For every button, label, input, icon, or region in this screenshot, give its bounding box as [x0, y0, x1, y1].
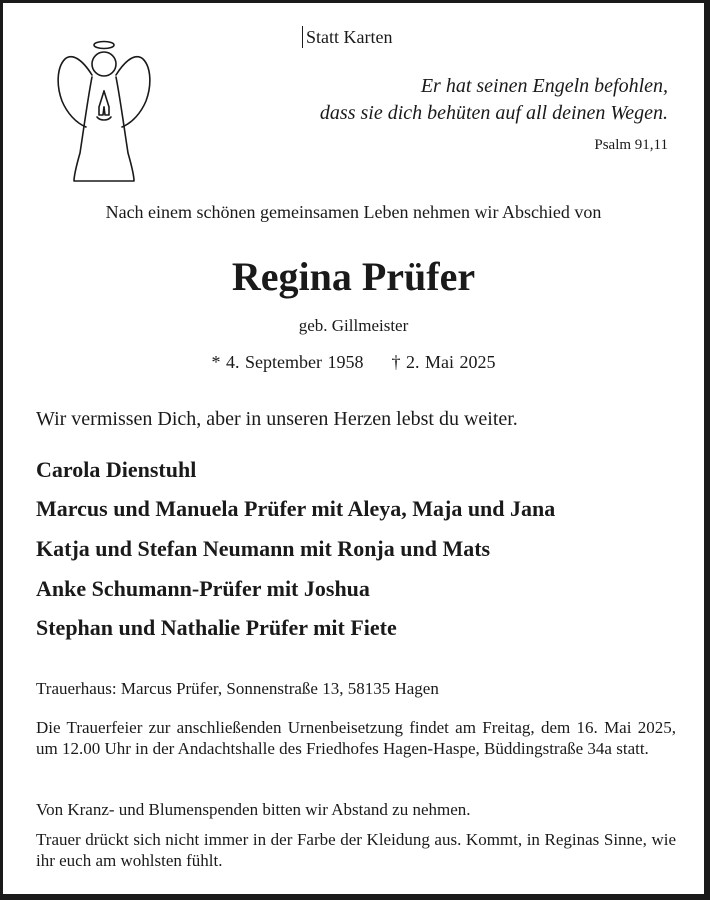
mourning-house-address: Trauerhaus: Marcus Prüfer, Sonnenstraße 13, 58135 Hagen — [36, 679, 439, 698]
angel-icon — [52, 37, 156, 187]
maiden-name: geb. Gillmeister — [298, 316, 409, 335]
family-member: Marcus und Manuela Prüfer mit Aleya, Maja und Jana — [36, 496, 556, 521]
flowers-request: Von Kranz- und Blumenspenden bitten wir Abstand zu nehmen. — [36, 800, 471, 819]
family-member: Katja und Stefan Neumann mit Ronja und Mats — [36, 536, 491, 561]
bible-verse-line-1: Er hat seinen Engeln befohlen, — [420, 75, 668, 97]
verse-source: Psalm 91,11 — [594, 137, 668, 153]
family-member: Carola Dienstuhl — [36, 457, 197, 482]
deceased-name: Regina Prüfer — [231, 254, 476, 299]
family-member: Anke Schumann-Prüfer mit Joshua — [36, 576, 370, 601]
birth-date: * 4. September 1958 — [211, 352, 364, 372]
family-member: Stephan und Nathalie Prüfer mit Fiete — [36, 615, 397, 640]
farewell-intro: Nach einem schönen gemeinsamen Leben nehmen wir Abschied von — [105, 202, 602, 222]
funeral-service-info: Die Trauerfeier zur anschließenden Urnenbeisetzung findet am Freitag, dem 16. Mai 2025, um 12.00 Uhr in der Andachtshalle des Friedhofes Hagen-Haspe, Büddingstraße 34a statt. — [36, 718, 676, 758]
life-dates — [3, 352, 704, 373]
bible-verse-line-2: dass sie dich behüten auf all deinen Wegen. — [319, 102, 668, 124]
remembrance-message: Wir vermissen Dich, aber in unseren Herzen lebst du weiter. — [36, 408, 518, 430]
dress-code-note: Trauer drückt sich nicht immer in der Farbe der Kleidung aus. Kommt, in Reginas Sinne, wie ihr euch am wohlsten fühlt. — [36, 830, 676, 870]
death-date: † 2. Mai 2025 — [391, 352, 496, 372]
statt-karten-label: Statt Karten — [302, 26, 392, 48]
